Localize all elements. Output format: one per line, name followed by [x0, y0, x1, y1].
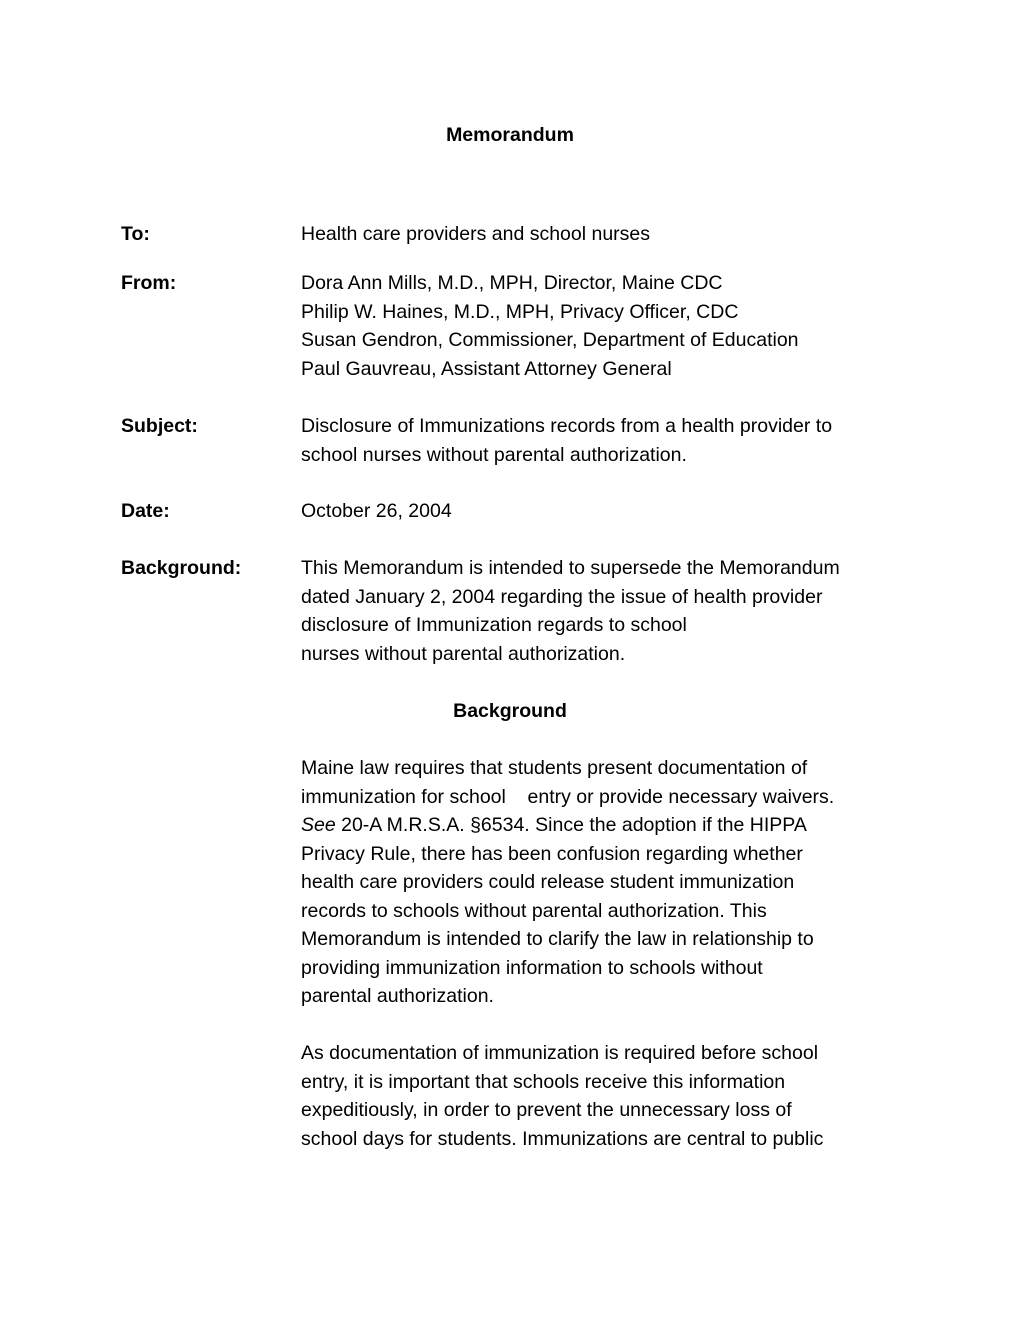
subject-line: Disclosure of Immunizations records from a health provider to: [301, 415, 833, 437]
paragraph-2: [301, 1039, 911, 1153]
paragraph-line: Memorandum is intended to clarify the law in relationship to: [301, 928, 814, 950]
to-value: [301, 220, 911, 249]
paragraph-1: [301, 754, 911, 1011]
subject-value: [301, 412, 911, 469]
paragraph-line: As documentation of immunization is required before school: [301, 1042, 819, 1064]
paragraph-line: records to schools without parental authorization. This: [301, 899, 767, 922]
to-label: To:: [121, 223, 150, 245]
from-value: [301, 269, 911, 383]
date-label: Date:: [121, 500, 170, 522]
date-value: [301, 497, 911, 526]
to-value-text: Health care providers and school nurses: [301, 223, 651, 245]
paragraph-line: immunization for school entry or provide necessary waivers.: [301, 785, 835, 808]
paragraph-line: school days for students. Immunizations are central to public: [301, 1127, 824, 1150]
background-line: nurses without parental authorization.: [301, 642, 626, 665]
background-line: This Memorandum is intended to supersede the Memorandum: [301, 557, 840, 579]
background-heading: Background: [453, 700, 567, 722]
paragraph-line: expeditiously, in order to prevent the unnecessary loss of: [301, 1099, 792, 1121]
background-line: disclosure of Immunization regards to school: [301, 614, 687, 636]
from-line: Susan Gendron, Commissioner, Department of Education: [301, 329, 799, 351]
paragraph-line: [301, 811, 911, 840]
from-line: Paul Gauvreau, Assistant Attorney General: [301, 357, 672, 380]
background-line: dated January 2, 2004 regarding the issue of health provider: [301, 585, 823, 608]
from-line: Dora Ann Mills, M.D., MPH, Director, Maine CDC: [301, 272, 723, 294]
background-value: [301, 554, 911, 668]
paragraph-line: Privacy Rule, there has been confusion regarding whether: [301, 842, 803, 865]
from-line: Philip W. Haines, M.D., MPH, Privacy Officer, CDC: [301, 300, 739, 323]
citation-text: 20-A M.R.S.A. §6534. Since the adoption if the HIPPA: [335, 814, 807, 836]
subject-line: school nurses without parental authorization.: [301, 443, 687, 466]
paragraph-line: parental authorization.: [301, 985, 494, 1007]
paragraph-line: health care providers could release student immunization: [301, 871, 795, 893]
paragraph-line: providing immunization information to schools without: [301, 956, 763, 979]
memo-title: Memorandum: [446, 124, 574, 146]
paragraph-line: Maine law requires that students present documentation of: [301, 757, 808, 779]
see-citation: See: [301, 814, 336, 836]
background-label: Background:: [121, 557, 242, 579]
subject-label: Subject:: [121, 415, 198, 437]
from-label: From:: [121, 272, 177, 294]
paragraph-line: entry, it is important that schools receive this information: [301, 1070, 786, 1093]
date-text: October 26, 2004: [301, 500, 452, 522]
